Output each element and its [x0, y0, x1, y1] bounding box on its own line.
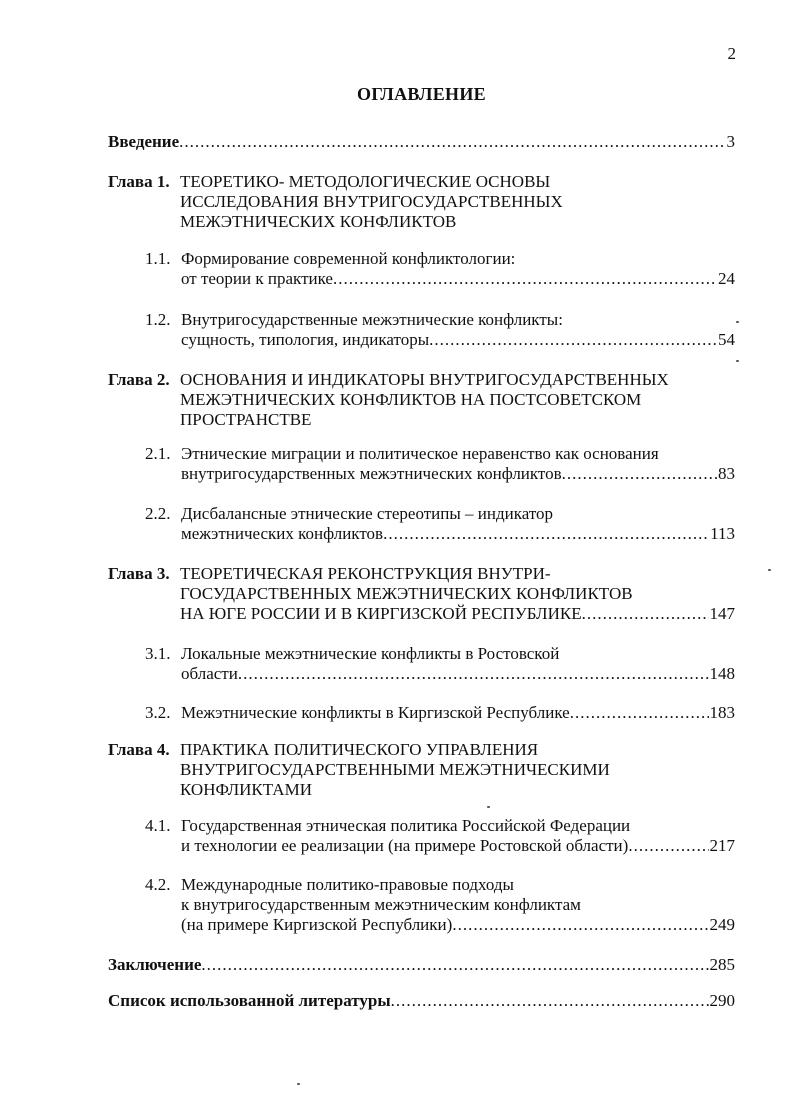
- scan-speck: [736, 321, 739, 323]
- toc-section-4-2[interactable]: [145, 875, 735, 935]
- chapter-label: Глава 2.: [108, 370, 170, 389]
- section-page: 183: [709, 703, 735, 722]
- page-number: 2: [727, 44, 736, 63]
- section-page: 24: [718, 269, 735, 288]
- section-title-line: сущность, типология, индикаторы: [181, 330, 430, 349]
- chapter-title-line: НА ЮГЕ РОССИИ И В КИРГИЗСКОЙ РЕСПУБЛИКЕ: [180, 604, 582, 623]
- section-title-line: Этнические миграции и политическое неравенство как основания: [181, 444, 659, 463]
- section-page: 249: [709, 915, 735, 934]
- section-title-line: Государственная этническая политика Российской Федерации: [181, 816, 631, 835]
- chapter-title-line: ПРАКТИКА ПОЛИТИЧЕСКОГО УПРАВЛЕНИЯ: [180, 740, 539, 759]
- toc-section-3-2[interactable]: [145, 703, 735, 723]
- toc-chapter-2[interactable]: [108, 370, 735, 430]
- leader-dots: [333, 269, 717, 289]
- leader-dots: [383, 524, 709, 544]
- chapter-title-line: КОНФЛИКТАМИ: [180, 780, 312, 799]
- leader-dots: [429, 330, 717, 350]
- leader-dots: [391, 991, 709, 1011]
- leader-dots: [238, 664, 709, 684]
- section-title-line: Формирование современной конфликтологии:: [181, 249, 516, 268]
- section-title-line: межэтнических конфликтов: [181, 524, 384, 543]
- leader-dots: [582, 604, 709, 624]
- toc-bibliography[interactable]: [108, 991, 735, 1011]
- section-page: 83: [718, 464, 735, 483]
- section-page: 113: [710, 524, 735, 543]
- scan-speck: [297, 1083, 300, 1085]
- section-title-line: Локальные межэтнические конфликты в Ростовской: [181, 644, 560, 663]
- section-title-line: и технологии ее реализации (на примере Ростовской области): [181, 836, 629, 855]
- scan-speck: [487, 806, 490, 808]
- toc-chapter-1[interactable]: [108, 172, 735, 232]
- section-number: 3.1.: [145, 644, 171, 663]
- bibliography-label: Список использованной литературы: [108, 991, 391, 1010]
- toc-conclusion[interactable]: [108, 955, 735, 975]
- leader-dots: [562, 464, 717, 484]
- toc-title: ОГЛАВЛЕНИЕ: [357, 84, 486, 104]
- intro-label: Введение: [108, 132, 180, 151]
- toc-chapter-3[interactable]: [108, 564, 735, 624]
- leader-dots: [179, 132, 725, 152]
- section-number: 4.1.: [145, 816, 171, 835]
- section-number: 2.1.: [145, 444, 171, 463]
- scan-speck: [768, 569, 771, 571]
- chapter-label: Глава 3.: [108, 564, 170, 583]
- scan-speck: [736, 360, 739, 362]
- chapter-title-line: ТЕОРЕТИКО- МЕТОДОЛОГИЧЕСКИЕ ОСНОВЫ: [180, 172, 551, 191]
- section-page: 54: [718, 330, 735, 349]
- toc-chapter-4[interactable]: [108, 740, 735, 800]
- toc-section-4-1[interactable]: [145, 816, 735, 856]
- conclusion-page: 285: [709, 955, 735, 974]
- chapter-title-line: ИССЛЕДОВАНИЯ ВНУТРИГОСУДАРСТВЕННЫХ: [180, 192, 563, 211]
- section-title-line: Межэтнические конфликты в Киргизской Республике: [181, 703, 570, 722]
- section-title-line: области: [181, 664, 238, 683]
- toc-section-2-1[interactable]: [145, 444, 735, 484]
- section-number: 3.2.: [145, 703, 171, 722]
- leader-dots: [452, 915, 708, 935]
- chapter-title-line: МЕЖЭТНИЧЕСКИХ КОНФЛИКТОВ: [180, 212, 457, 231]
- conclusion-label: Заключение: [108, 955, 202, 974]
- chapter-title-line: ГОСУДАРСТВЕННЫХ МЕЖЭТНИЧЕСКИХ КОНФЛИКТОВ: [180, 584, 633, 603]
- section-title-line: от теории к практике: [181, 269, 333, 288]
- section-number: 1.2.: [145, 310, 171, 329]
- section-title-line: Дисбалансные этнические стереотипы – индикатор: [181, 504, 554, 523]
- leader-dots: [570, 703, 709, 723]
- toc-section-3-1[interactable]: [145, 644, 735, 684]
- toc-section-1-1[interactable]: [145, 249, 735, 289]
- toc-section-1-2[interactable]: [145, 310, 735, 350]
- chapter-title-line: МЕЖЭТНИЧЕСКИХ КОНФЛИКТОВ НА ПОСТСОВЕТСКОМ: [180, 390, 642, 409]
- chapter-label: Глава 4.: [108, 740, 170, 759]
- section-title-line: внутригосударственных межэтнических конфликтов: [181, 464, 562, 483]
- section-page: 148: [709, 664, 735, 683]
- leader-dots: [628, 836, 708, 856]
- section-title-line: Внутригосударственные межэтнические конфликты:: [181, 310, 563, 329]
- leader-dots: [201, 955, 708, 975]
- chapter-label: Глава 1.: [108, 172, 170, 191]
- toc-intro[interactable]: [108, 132, 735, 152]
- section-number: 4.2.: [145, 875, 171, 894]
- section-page: 217: [709, 836, 735, 855]
- section-number: 2.2.: [145, 504, 171, 523]
- section-title-line: (на примере Киргизской Республики): [181, 915, 453, 934]
- chapter-title-line: ТЕОРЕТИЧЕСКАЯ РЕКОНСТРУКЦИЯ ВНУТРИ-: [180, 564, 551, 583]
- toc-section-2-2[interactable]: [145, 504, 735, 544]
- chapter-page: 147: [709, 604, 735, 623]
- intro-page: 3: [726, 132, 735, 151]
- section-number: 1.1.: [145, 249, 171, 268]
- bibliography-page: 290: [709, 991, 735, 1010]
- chapter-title-line: ПРОСТРАНСТВЕ: [180, 410, 312, 429]
- section-title-line: к внутригосударственным межэтническим конфликтам: [181, 895, 581, 914]
- section-title-line: Международные политико-правовые подходы: [181, 875, 514, 894]
- chapter-title-line: ВНУТРИГОСУДАРСТВЕННЫМИ МЕЖЭТНИЧЕСКИМИ: [180, 760, 610, 779]
- chapter-title-line: ОСНОВАНИЯ И ИНДИКАТОРЫ ВНУТРИГОСУДАРСТВЕННЫХ: [180, 370, 669, 389]
